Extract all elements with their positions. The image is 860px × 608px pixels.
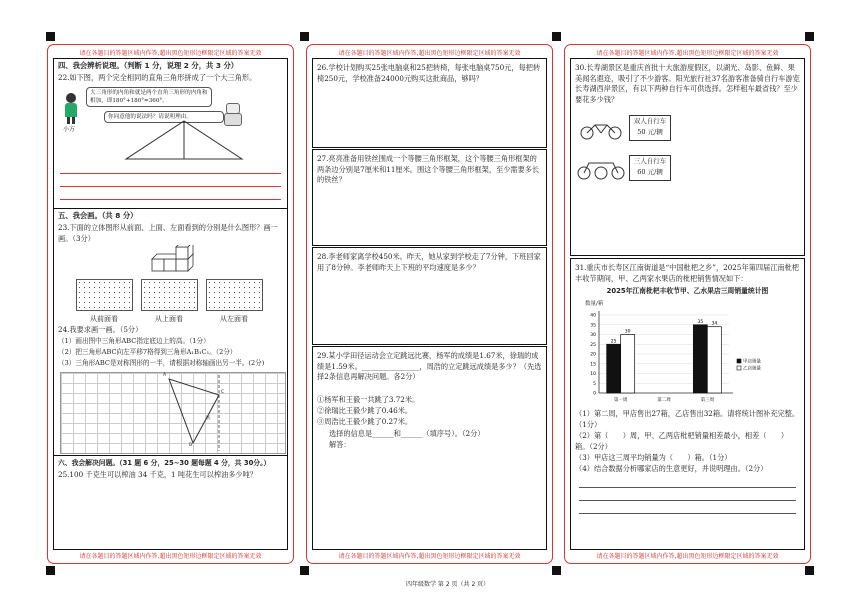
question-25: 25.100 千克生可以榨油 34 千克，1 吨花生可以榨油多少吨？ [58,470,257,479]
warning-text: 请在各题目的答题区域内作答,超出黑色矩形边框限定区域的答案无效 [79,50,262,57]
question-29-select: 选择的信息是______和______（填序号）。（2分） [329,429,485,438]
answer-box-30[interactable] [570,58,805,256]
legend-swatch [737,366,741,370]
data-label: 35 [697,319,704,325]
registration-mark [46,566,55,575]
question-29-solve: 解答： [329,440,351,449]
y-tick-label: 20 [590,352,596,358]
legend-label: 乙店销量 [743,366,761,372]
y-tick-label: 15 [590,362,596,368]
grid-front-view[interactable] [76,279,133,311]
bike-price: 60 元/辆 [637,168,663,176]
answer-line[interactable] [579,500,796,501]
legend-label: 甲店销量 [743,359,761,365]
divider [54,208,287,209]
grid-top-view[interactable] [141,279,198,311]
question-24: 24.我要求画一画。（5分） [58,325,143,334]
data-label: 25 [610,339,617,345]
question-30: 30.长寿湖景区是重庆首批十大旅游度假区，以湖光、岛影、鱼鲜、果美闻名遐迩，吸引了不少游客。阳光旅行社37名游客准备骑自行车游览长寿湖西岸景区，有以下两种自行车可供选择。怎样租车最省钱？至少要花多少钱？ [575,63,800,104]
y-tick-label: 30 [590,333,596,338]
registration-mark [46,32,55,41]
price-tag-double [629,115,671,141]
question-31-3: （3）甲店这三周平均销量为（ ）箱。（1分） [575,453,732,462]
answer-column-3 [564,44,811,564]
registration-mark [805,32,814,41]
answer-box-27[interactable] [312,149,547,246]
question-26: 26.学校计划购买25张电脑桌和25把转椅，每张电脑桌750元，每把转椅250元，学校准备24000元购买这批商品，够吗？ [317,63,541,83]
section-4-heading: 四、我会辨析说理。（判断 1 分，说理 2 分，共 3 分） [58,61,239,70]
answer-line[interactable] [60,199,281,200]
y-tick-label: 25 [590,342,596,348]
answer-box-28[interactable] [312,247,547,345]
question-29: 29.某小学田径运动会立定跳远比赛，杨军的成绩是1.67米，徐瑞的成绩是1.59米。________________，周浩的立定跳远成绩是多少？（先选择2条信息再解决问题。各2分） [317,351,542,382]
x-tick-label: 第一周 [613,398,628,403]
section-5-heading: 五、我会画。（共 8 分） [58,211,138,220]
answer-line[interactable] [60,186,281,187]
view-label: 从前面看 [90,315,118,323]
registration-mark [300,566,309,575]
warning-text: 请在各题目的答题区域内作答,超出黑色矩形边框限定区域的答案无效 [596,553,779,560]
view-label: 从上面看 [155,315,183,323]
question-28: 28.李老师家离学校450米。昨天，她从家到学校走了7分钟，下班回家用了8分钟。李老师昨天上下班的平均速度是多少？ [317,252,541,272]
x-tick-label: 第二周 [657,398,671,403]
y-tick-label: 35 [590,323,596,329]
warning-text: 请在各题目的答题区域内作答,超出黑色矩形边框限定区域的答案无效 [338,553,521,560]
question-24-1: （1）画出图中三角形ABC指定底边上的高。（1分） [58,337,210,345]
registration-mark [552,32,561,41]
answer-column-2 [306,44,553,564]
question-31-1: （1）第二周，甲店售出27箱，乙店售出32箱。请将统计图补充完整。（1分） [575,409,800,429]
question-29-option: ②徐瑞比王毅少跳了0.46米。 [317,406,413,415]
question-31-2: （2）第（ ）周，甲、乙两店枇杷销量相差最小，相差（ ）箱。（2分） [575,431,789,451]
y-tick-label: 0 [593,391,596,397]
registration-mark [805,566,814,575]
data-label: 34 [711,321,718,327]
chart-title: 2025年江南枇杷丰收节甲、乙水果店三周销量统计图 [606,287,769,295]
warning-text: 请在各题目的答题区域内作答,超出黑色矩形边框限定区域的答案无效 [596,50,779,57]
question-24-3: （3）三角形ABC是对称图形的一半，请根据对称轴画出另一半。(2分) [58,359,265,367]
y-tick-label: 5 [593,381,596,387]
question-23: 23.下面的立体图形从前面、上面、左面看到的分别是什么图形？画一画。（3分） [58,223,278,243]
drawing-grid[interactable] [60,372,286,454]
answer-area[interactable] [53,58,288,550]
question-29-option: ③周浩比王毅少跳了0.27米。 [317,417,413,426]
bike-type: 三人自行车 [633,157,667,165]
warning-text: 请在各题目的答题区域内作答,超出黑色矩形边框限定区域的答案无效 [338,50,521,57]
grid-left-view[interactable] [206,279,263,311]
data-label: 30 [624,329,631,335]
registration-mark [300,32,309,41]
bar [621,335,635,394]
answer-line[interactable] [60,173,281,174]
question-29-option: ①杨军和王毅一共跳了3.72米。 [317,395,420,404]
question-24-2: （2）把三角形ABC向左平移7格得到三角形A₁B₁C₁。（2分） [58,348,237,356]
y-axis-label: 数量/箱 [585,301,604,307]
bar-chart [577,307,797,405]
point-label: A [163,373,167,378]
question-27: 27.亮亮准备用铁丝围成一个等腰三角形框架，这个等腰三角形框架的两条边分别是7厘米和11厘米。围这个等腰三角形框架，至少需要多长的铁丝？ [317,154,540,185]
speech-bubble: 大三角形的内角和就是两个直角三角形的内角和相加，即180°+180°=360°。 [86,87,212,107]
section-6-heading: 六、我会解决问题。（31 题 6 分，25~30 题每题 4 分，共 30分。） [58,459,271,467]
question-31: 31.重庆市长寿区江南街道是“中国枇杷之乡”，2025年第四届江南枇杷丰收节期间，甲、乙两家水果店的枇杷销售情况如下： [575,263,799,283]
point-label: C [221,390,225,395]
warning-text: 请在各题目的答题区域内作答,超出黑色矩形边框限定区域的答案无效 [79,553,262,560]
triangle-diagram [124,119,244,161]
cube-stack-figure [150,245,200,275]
triangle-abc [61,373,285,453]
answer-line[interactable] [579,487,796,488]
answer-column-1 [47,44,294,564]
registration-mark [552,566,561,575]
page-footer: 四年级数学 第 2 页（共 2 页） [406,581,490,588]
x-tick-label: 第三周 [700,398,715,403]
triple-bike-icon [577,155,625,181]
answer-box-29[interactable] [312,346,547,550]
student-name: 小方 [63,126,76,133]
point-label: 底 [206,416,211,421]
tandem-bike-icon [579,117,623,141]
bar [693,325,707,393]
bar [707,327,721,393]
answer-box-26[interactable] [312,58,547,148]
point-label: B [189,443,193,448]
question-31-4: （4）结合数据分析哪家店的生意更好，并说明理由。（2分） [575,464,768,473]
bike-type: 双人自行车 [633,117,667,125]
price-tag-triple [629,155,671,181]
y-tick-label: 10 [590,372,596,377]
legend-swatch [737,359,741,363]
robot-bubble: 你同意他的说法吗？请说明理由。 [104,111,224,123]
y-tick-label: 40 [590,313,596,319]
answer-line[interactable] [579,513,796,514]
bar [607,344,621,393]
answer-box-31[interactable] [570,258,805,550]
question-22: 22.如下图，两个完全相同的直角三角形拼成了一个大三角形。 [58,73,257,82]
view-label: 从左面看 [220,315,248,323]
divider [54,455,287,456]
bike-price: 50 元/辆 [637,128,663,136]
student-figure [62,93,80,123]
